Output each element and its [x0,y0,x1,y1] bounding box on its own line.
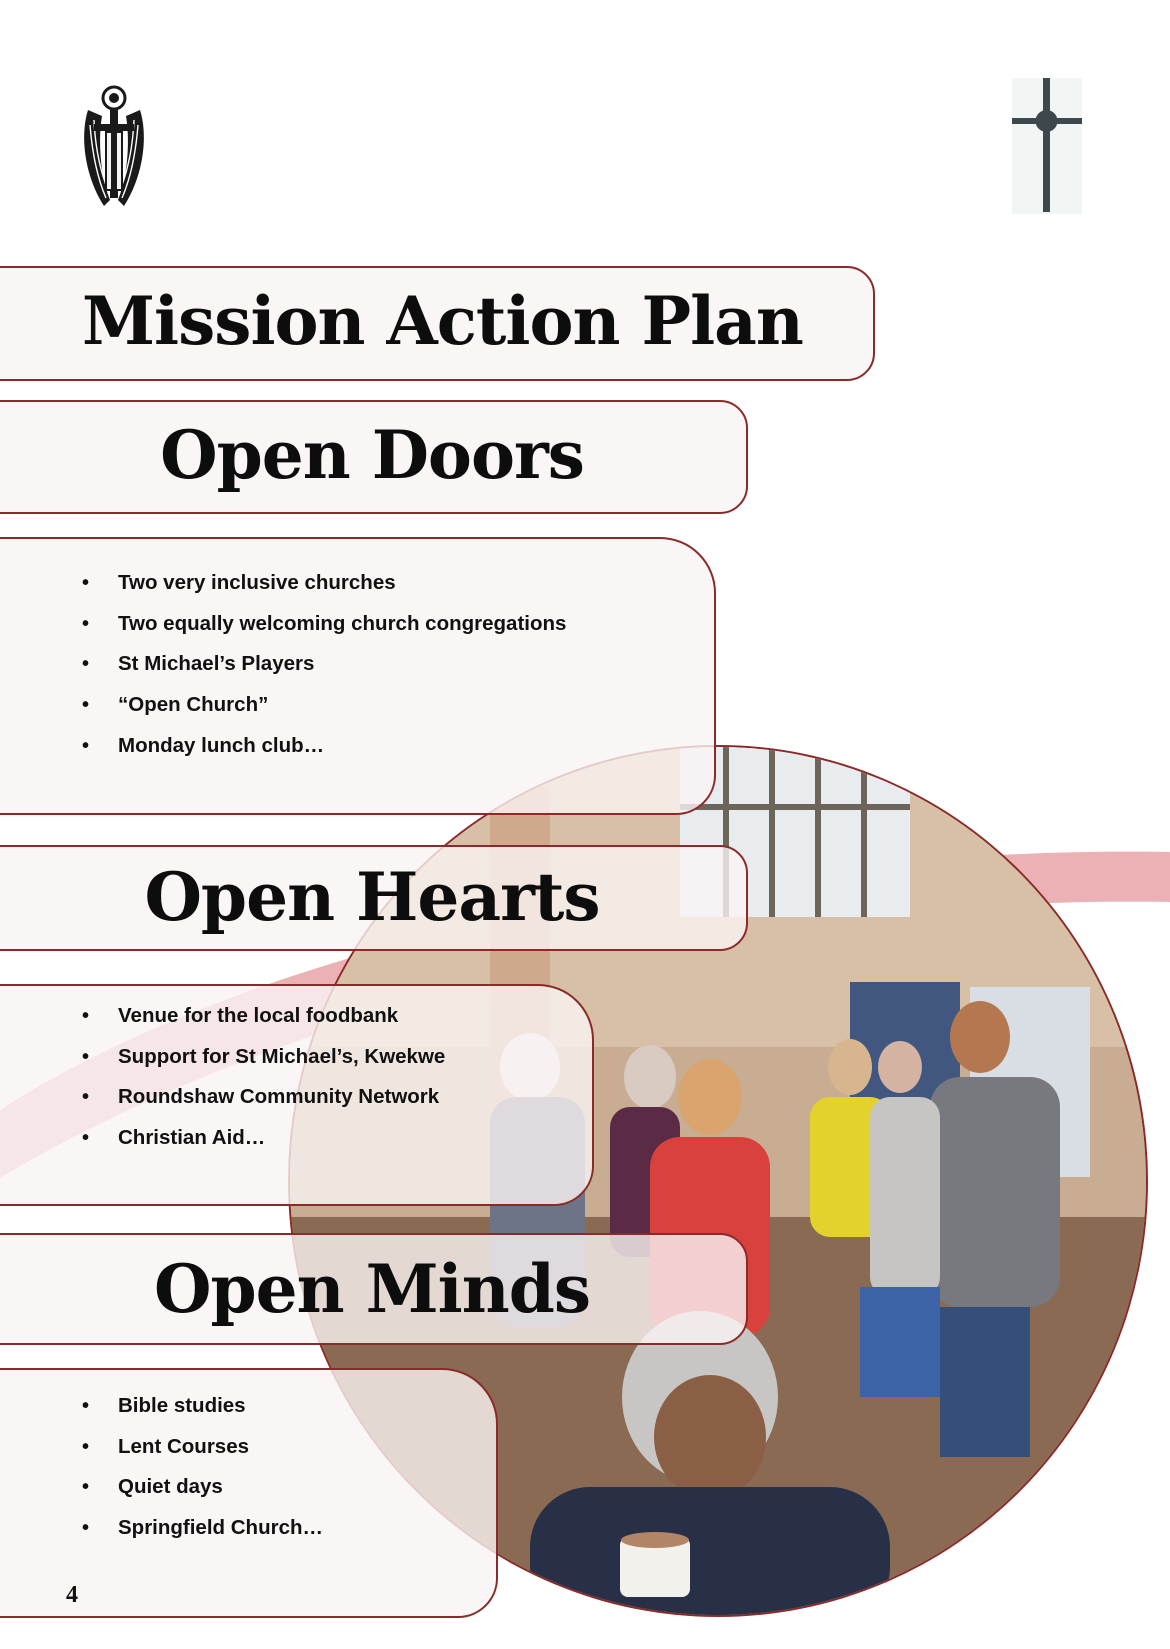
section-list-panel-open-minds [0,1368,498,1618]
section-heading-panel-open-doors [0,400,748,514]
list-item: • Monday lunch club… [82,726,566,767]
section-list-panel-open-hearts [0,984,594,1206]
list-item: • Support for St Michael’s, Kwekwe [82,1037,445,1078]
list-item: • Lent Courses [82,1427,323,1468]
section-list-panel-open-doors [0,537,716,815]
iron-cross-logo [1012,78,1082,214]
list-item: • St Michael’s Players [82,644,566,685]
page-number: 4 [66,1582,78,1608]
section-heading-open-doors: Open Doors [160,416,584,494]
section-heading-panel-open-minds [0,1233,748,1345]
list-item: • “Open Church” [82,685,566,726]
section-heading-panel-open-hearts [0,845,748,951]
list-item: • Two very inclusive churches [82,563,566,604]
section-heading-open-minds: Open Minds [153,1250,590,1328]
list-item: • Roundshaw Community Network [82,1077,445,1118]
bullet-list-open-minds [82,1386,323,1549]
list-item: • Springfield Church… [82,1508,323,1549]
section-heading-open-hearts: Open Hearts [144,858,600,936]
angel-crucifix-logo [80,80,148,210]
page-title: Mission Action Plan [82,282,803,360]
list-item: • Bible studies [82,1386,323,1427]
bullet-list-open-doors [82,563,566,766]
list-item: • Christian Aid… [82,1118,445,1159]
bullet-list-open-hearts [82,996,445,1159]
list-item: • Two equally welcoming church congregations [82,604,566,645]
list-item: • Venue for the local foodbank [82,996,445,1037]
list-item: • Quiet days [82,1467,323,1508]
title-panel [0,266,875,381]
